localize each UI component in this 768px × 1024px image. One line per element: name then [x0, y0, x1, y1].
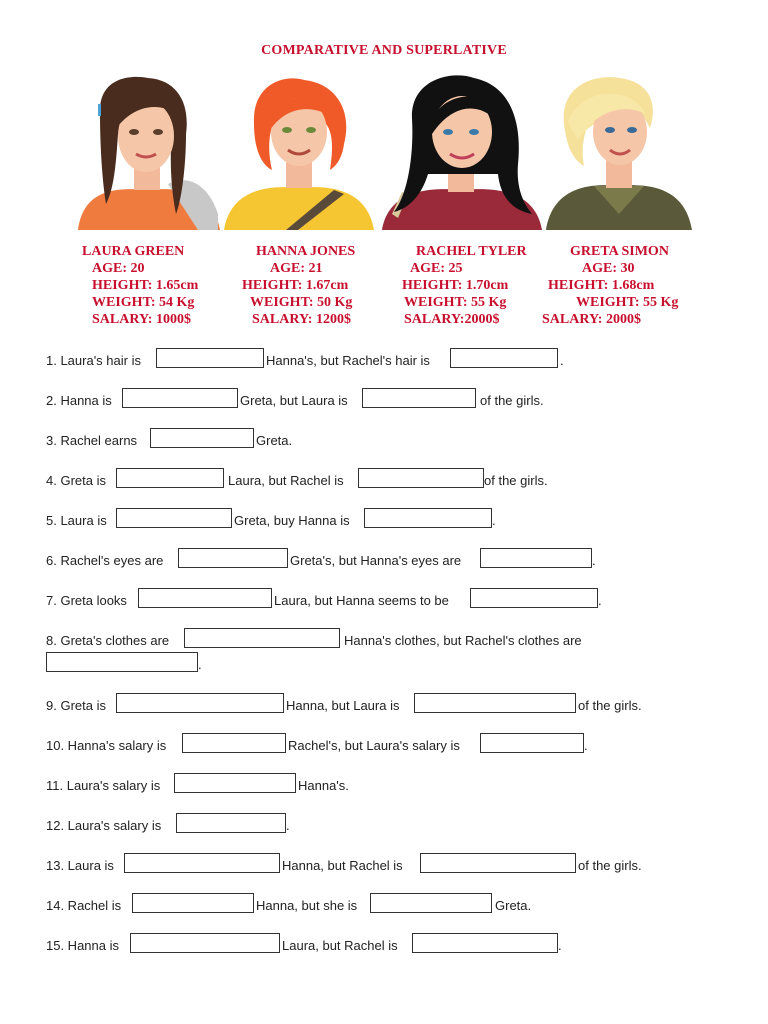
exercise-text: . [598, 593, 602, 608]
exercise-text: 5. Laura is [46, 513, 107, 528]
profile-name: HANNA JONES [256, 244, 356, 259]
answer-blank[interactable] [124, 853, 280, 873]
profile-salary: SALARY:2000$ [404, 312, 500, 327]
exercise-text: . [492, 513, 496, 528]
exercise-text: 15. Hanna is [46, 938, 119, 953]
answer-blank[interactable] [156, 348, 264, 368]
answer-blank[interactable] [358, 468, 484, 488]
exercise-text: Greta. [256, 433, 293, 448]
exercise-text: 4. Greta is [46, 473, 106, 488]
answer-blank[interactable] [116, 693, 284, 713]
answer-blank[interactable] [130, 933, 280, 953]
profile-height: HEIGHT: 1.65cm [92, 278, 199, 293]
exercise-text: of the girls. [480, 393, 544, 408]
exercise-text: 1. Laura's hair is [46, 353, 141, 368]
answer-blank[interactable] [184, 628, 340, 648]
exercise-text: of the girls. [578, 698, 642, 713]
exercise-text: . [558, 938, 562, 953]
exercise-text: Greta, but Laura is [240, 393, 348, 408]
exercise-text: 10. Hanna's salary is [46, 738, 167, 753]
exercise-text: 12. Laura's salary is [46, 818, 162, 833]
answer-blank[interactable] [480, 733, 584, 753]
exercise-text: Hanna, but Laura is [286, 698, 400, 713]
profile-weight: WEIGHT: 55 Kg [404, 295, 507, 310]
profile-name: LAURA GREEN [82, 244, 185, 259]
profile-height: HEIGHT: 1.70cm [402, 278, 509, 293]
exercise-text: 6. Rachel's eyes are [46, 553, 164, 568]
profile-weight: WEIGHT: 50 Kg [250, 295, 353, 310]
answer-blank[interactable] [470, 588, 598, 608]
portrait-hanna [224, 74, 374, 230]
profile-name: GRETA SIMON [570, 244, 669, 259]
portrait-rachel [382, 74, 542, 230]
exercise-text: Hanna, but Rachel is [282, 858, 403, 873]
exercise-text: 11. Laura's salary is [46, 778, 161, 793]
answer-blank[interactable] [420, 853, 576, 873]
profile-age: AGE: 25 [410, 261, 463, 276]
portrait-greta [546, 74, 692, 230]
exercise-text: of the girls. [578, 858, 642, 873]
answer-blank[interactable] [370, 893, 492, 913]
profile-age: AGE: 20 [92, 261, 145, 276]
exercise-text: Hanna, but she is [256, 898, 358, 913]
answer-blank[interactable] [46, 652, 198, 672]
profile-salary: SALARY: 2000$ [542, 312, 641, 327]
answer-blank[interactable] [132, 893, 254, 913]
answer-blank[interactable] [138, 588, 272, 608]
exercise-text: Hanna's. [298, 778, 349, 793]
answer-blank[interactable] [412, 933, 558, 953]
answer-blank[interactable] [480, 548, 592, 568]
profile-height: HEIGHT: 1.68cm [548, 278, 655, 293]
answer-blank[interactable] [414, 693, 576, 713]
profile-height: HEIGHT: 1.67cm [242, 278, 349, 293]
exercise-text: . [560, 353, 564, 368]
profile-age: AGE: 30 [582, 261, 635, 276]
answer-blank[interactable] [362, 388, 476, 408]
profile-weight: WEIGHT: 55 Kg [576, 295, 679, 310]
exercise-text: 9. Greta is [46, 698, 106, 713]
worksheet-title: COMPARATIVE AND SUPERLATIVE [261, 43, 507, 58]
exercise-text: 8. Greta's clothes are [46, 633, 170, 648]
exercise-text: Laura, but Rachel is [282, 938, 398, 953]
answer-blank[interactable] [116, 468, 224, 488]
answer-blank[interactable] [150, 428, 254, 448]
profile-name: RACHEL TYLER [416, 244, 527, 259]
answer-blank[interactable] [116, 508, 232, 528]
exercise-text: 7. Greta looks [46, 593, 127, 608]
profile-salary: SALARY: 1000$ [92, 312, 191, 327]
exercise-text: 14. Rachel is [46, 898, 122, 913]
answer-blank[interactable] [176, 813, 286, 833]
answer-blank[interactable] [178, 548, 288, 568]
exercise-text: Greta. [495, 898, 532, 913]
exercise-text: 2. Hanna is [46, 393, 112, 408]
profile-salary: SALARY: 1200$ [252, 312, 351, 327]
profile-weight: WEIGHT: 54 Kg [92, 295, 195, 310]
answer-blank[interactable] [174, 773, 296, 793]
exercise-text: Rachel's, but Laura's salary is [288, 738, 460, 753]
exercise-text: . [286, 818, 290, 833]
answer-blank[interactable] [182, 733, 286, 753]
exercise-text: Greta's, but Hanna's eyes are [290, 553, 462, 568]
exercise-text: . [198, 657, 202, 672]
exercise-text: . [584, 738, 588, 753]
portrait-laura [78, 74, 220, 230]
profile-age: AGE: 21 [270, 261, 323, 276]
exercise-text: Hanna's clothes, but Rachel's clothes are [344, 633, 582, 648]
exercise-text: 3. Rachel earns [46, 433, 138, 448]
exercise-text: Laura, but Hanna seems to be [274, 593, 449, 608]
exercise-text: Hanna's, but Rachel's hair is [266, 353, 430, 368]
exercise-text: 13. Laura is [46, 858, 114, 873]
answer-blank[interactable] [364, 508, 492, 528]
exercise-text: of the girls. [484, 473, 548, 488]
answer-blank[interactable] [122, 388, 238, 408]
exercise-text: . [592, 553, 596, 568]
exercise-text: Laura, but Rachel is [228, 473, 344, 488]
exercise-text: Greta, buy Hanna is [234, 513, 350, 528]
answer-blank[interactable] [450, 348, 558, 368]
